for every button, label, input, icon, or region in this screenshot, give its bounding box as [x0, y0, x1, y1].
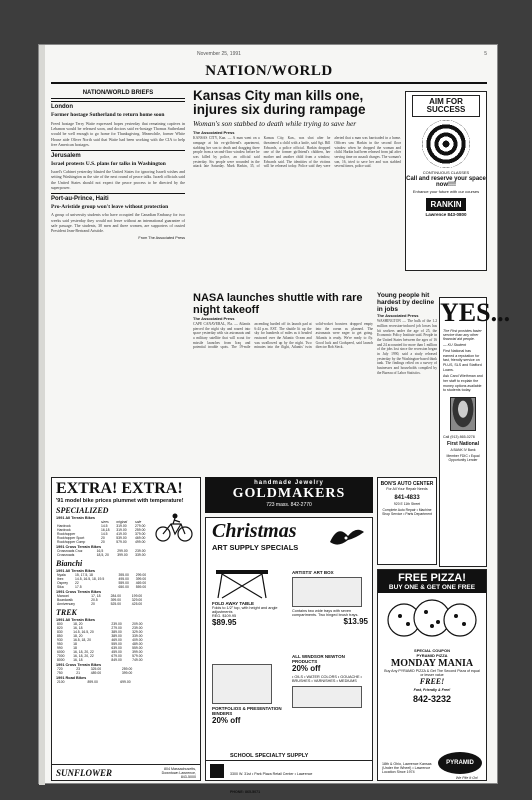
art-item-reg-price: REG. $109.95 [212, 614, 237, 618]
bike-table-cell: Hardrock [57, 524, 71, 528]
bike-table-cell: 459.00 [111, 650, 122, 654]
bike-table-cell: 329.00 [131, 598, 143, 602]
auto-ad-phone: 841-4833 [394, 495, 420, 501]
pizza-offer: Buy Any PYRAMID PIZZA & Get The Second Pizza of equal or lesser value [384, 669, 480, 677]
nasa-body: CAPE CANAVERAL, Fla. — Atlantis pierced the night sky and roared into space yesterday with six astronauts and a military satellite that will scout for missile launches from Iraq and potential trouble spots. The 19-mile ascending hurtled off its launch pad at 6:44 p.m. EST. The shuttle lit up the sky for hundreds of miles as it headed eastward over the Atlantic Ocean and was swallowed up by the night. Two minutes into the flight, Atlantis' twin solid-rocket boosters dropped empty into the ocean as planned. The astronauts were eager to get going. Atlantis is ready. We're ready to fly. Good luck and Godspeed, said launch director Bob Sieck. [193, 322, 373, 350]
bike-table-cell: 399.00 [132, 650, 143, 654]
goldmakers-tagline: handmade Jewelry [254, 480, 324, 486]
bank-ad-sub: A BANK IV Bank [450, 447, 476, 452]
bike-table-cell: 469.00 [135, 581, 147, 585]
pizza-coupon-label: SPECIAL COUPON [414, 648, 450, 653]
art-ad-title: Christmas [212, 520, 297, 542]
bike-price-table [56, 520, 152, 544]
auto-ad-sub: For All Your Repair Needs [386, 487, 428, 491]
pizza-tagline: We Pile It On! [455, 776, 478, 780]
brief-headline: Israel protests U.S. plans for talks in Washington [51, 160, 166, 167]
bike-table-cell: 18, 20 [73, 634, 83, 638]
bike-table-cell: 279.00 [135, 524, 146, 528]
school-phone: PHONE: 865-5071 [230, 789, 261, 794]
bike-table-cell: 17.5 [75, 585, 82, 589]
sunflower-address-line: Downtown Lawrence, [161, 770, 196, 775]
brand-bianchi: Bianchi [56, 559, 83, 568]
bike-table-cell: original [116, 520, 128, 524]
bike-table-row [56, 553, 152, 557]
bike-table-cell: 419.00 [116, 532, 127, 536]
sunflower-phone: 843-5000 [180, 774, 196, 779]
folio-page-number: 5 [484, 51, 487, 57]
portrait-photo [450, 397, 476, 431]
bike-table-cell: Ibex [57, 577, 64, 581]
bike-table-cell: 16, 18 [73, 626, 83, 630]
bike-table-cell: Boardwalk [57, 598, 73, 602]
art-item-discount: 20% off [292, 664, 321, 673]
bike-price-table [56, 549, 152, 557]
bike-table-cell: 15, 17.5, 18 [75, 573, 93, 577]
pizza-event: MONDAY MANIA [390, 658, 474, 669]
pizza-free: FREE! [419, 677, 445, 686]
holly-icon [326, 522, 366, 548]
jobs-body: WASHINGTON — The bulk of the 1.2 million recession-induced job losses has hit workers under the age of 25, the Economic Policy Institute said. People in the United States between the ages of 16 and 24 accounted for more than 1 million of the jobs lost since the recession began in July 1990, said a study released yesterday by the Washington-based think tank. The findings relied on a survey of businesses and households compiled by the Bureau of Labor Statistics. [377, 319, 437, 375]
first-national-ad[interactable] [439, 297, 511, 567]
lead-body: KANSAS CITY, Kan. — A man went on a rampage at his ex-girlfriend's apartment, stabbing her son to death and dragging three people from a second-floor window before he was killed by police, an official said yesterday. Six people were wounded in the attack late Saturday. Mark Harkin, 35, of Kansas City, Kan., was shot after he threatened a child with a knife, said Sgt. Bill Edwards, a police official. Harkin dropped one of the former girlfriend's children, her mother and another child from a window, Edwards said. The identities of the victims will be released today. Police said they were alerted that a man was barricaded in a home. Officers saw Harkin in the second floor window when he dropped the woman and child. Harkin had been released from jail after serving time on assault charges. The woman's son, 16, tried to save her and was stabbed several times, police said. [193, 136, 401, 169]
bike-table-cell: 20.5 [91, 598, 98, 602]
bike-table-cell: 820 [57, 626, 63, 630]
art-item-discount: 20% off [212, 716, 241, 725]
bike-table-cell: sale [135, 520, 142, 524]
bike-ad-subhead: '91 model bike prices plummet with temperature! [56, 498, 184, 504]
bike-table-cell: 425.00 [131, 602, 143, 606]
bike-table-cell: Crossroads Cruz [57, 549, 83, 553]
bike-table-cell: 849.00 [111, 658, 122, 662]
pizza-address: 18th & Ohio, Lawrence Kansas (Under the Wheel) • Lawrence Location Since 1974 [382, 762, 432, 774]
folio [197, 51, 487, 57]
sunflower-address-line: 804 Massachusetts, [164, 766, 196, 771]
bike-table-cell: 259.00 [135, 528, 146, 532]
art-supply-ad[interactable] [205, 517, 373, 794]
bike-table-cell: 389.00 [111, 630, 122, 634]
cyclist-icon [154, 512, 194, 542]
bank-ad-text: First National has earned a reputation for fast, friendly service on PLUS, SLS and Stafford Loans. [443, 349, 482, 372]
bike-table-cell: 20 [100, 540, 105, 544]
lead-headline: Kansas City man kills one, injures six during rampage [193, 88, 366, 118]
brief-body: A group of university students who have occupied the Canadian Embassy for two weeks said yesterday they would not leave without an international guarantee of safe passage. The students, 30 men and three women, are supporters of ousted President Jean-Bertrand Aristide. [51, 212, 185, 234]
portfolio-image [212, 664, 272, 704]
paint-tubes-image [292, 686, 362, 708]
school-address: 3300 W. 31st • Park Plaza Retail Center • Lawrence [230, 771, 313, 776]
bike-table-cell: Rockhopper Sport [57, 536, 85, 540]
brand-trek: TREK [56, 608, 77, 617]
bike-table-cell: 850 [57, 634, 63, 638]
bike-table-cell: 319.00 [116, 528, 127, 532]
jobs-byline: The Associated Press [377, 313, 419, 319]
bike-table-cell: 559.00 [135, 585, 147, 589]
bike-table-cell: 14.5, 16.5, 20 [73, 630, 94, 634]
bike-table-cell: 579.00 [116, 540, 127, 544]
bike-ad-headline: EXTRA! EXTRA! [56, 480, 183, 497]
bike-table-cell: 319.00 [116, 524, 127, 528]
bike-table-cell: 749.00 [132, 658, 143, 662]
nasa-headline: NASA launches shuttle with rare night takeoff [193, 292, 363, 316]
school-supply-footer [206, 752, 372, 794]
bike-table-cell: 259.00 [121, 667, 133, 671]
bike-table-cell: 409.00 [132, 638, 143, 642]
bike-table-cell: 539.00 [116, 536, 127, 540]
bike-table-cell: 750 [57, 671, 63, 675]
bike-table-cell: 16, 18, 20, 22 [73, 654, 94, 658]
jobs-headline: Young people hit hardest by decline in jobs [377, 292, 435, 313]
newspaper-page [38, 44, 511, 794]
bike-table-cell: 699.00 [120, 680, 131, 684]
aim-ad-text: Enhance your future with our courses [412, 189, 480, 194]
goldmakers-ad[interactable] [205, 477, 373, 513]
bike-table-cell: 559.00 [132, 646, 143, 650]
first-national-logo: First National [447, 440, 479, 447]
bike-table-cell: 389.00 [111, 634, 122, 638]
bike-table-cell: 23 [76, 667, 81, 671]
goldmakers-address: 723 mass. 842-2770 [266, 502, 312, 508]
bike-price-table [56, 573, 152, 589]
art-item-price: $13.95 [343, 617, 368, 626]
bike-price-table [56, 594, 152, 606]
bike-table-cell: 16, 18, 20, 22 [73, 650, 94, 654]
bike-table-cell: 399.00 [117, 553, 128, 557]
aim-ad-block [405, 91, 487, 271]
brand-specialized: SPECIALIZED [56, 506, 109, 515]
bike-table-cell: Hardrock [57, 528, 71, 532]
pizza-phone: 842-3232 [412, 694, 452, 704]
bike-table-cell: 7000 [57, 654, 65, 658]
bike-table-cell: 16,5 [96, 549, 104, 553]
jobs-story [377, 293, 437, 473]
brief-item [51, 150, 185, 191]
school-name: SCHOOL SPECIALTY SUPPLY [230, 752, 309, 759]
bike-table-cell: 899.00 [87, 680, 98, 684]
bike-table-cell: sizes [100, 520, 109, 524]
aim-ad-title: AIM FOR SUCCESS [412, 95, 480, 117]
bike-table-cell: 239.00 [135, 549, 146, 553]
bank-ad-fdic: Member FDIC • Equal Opportunity Lender [446, 453, 480, 462]
bike-table-cell: 489.00 [90, 671, 102, 675]
bike-table-cell: 579.00 [132, 654, 143, 658]
briefs-column [51, 89, 185, 473]
bike-table-cell: 209.00 [132, 622, 143, 626]
bike-price-table [56, 622, 152, 662]
bike-table-cell: 20 [100, 536, 105, 540]
art-item-table [212, 566, 282, 627]
auto-ad-title: BON'S AUTO CENTER [380, 481, 434, 487]
pyramid-pizza-ad[interactable] [377, 569, 487, 781]
bike-table-cell: 650.00 [118, 585, 129, 589]
art-item-portfolio [212, 662, 284, 725]
page-binding-edge [39, 45, 45, 785]
bike-table-cell: 239.00 [132, 626, 143, 630]
section-title: NATION/WORLD [51, 63, 487, 84]
bike-table-cell: 399.00 [135, 577, 147, 581]
pizza-coupon-brand: PYRAMID PIZZA [416, 653, 448, 658]
auto-ad-services: Complete Auto Repair • Machine Shop Service • Parts Department [382, 508, 432, 516]
bike-table-row [56, 680, 152, 684]
bike-table-cell: 299.00 [135, 573, 147, 577]
bike-table-cell: 299.00 [117, 549, 128, 553]
brief-dateline: London [51, 101, 185, 111]
school-info [230, 744, 312, 798]
brief-dateline: Port-au-Prince, Haiti [51, 193, 185, 203]
lead-byline: The Associated Press [193, 130, 235, 136]
bike-table-cell: 18, 20 [73, 622, 83, 626]
target-icon [422, 120, 470, 168]
bike-table-cell: 329.00 [132, 630, 143, 634]
bike-table-cell: 830 [57, 630, 63, 634]
art-item-box [292, 570, 368, 626]
brief-headline: Former hostage Sutherland to return home soon [51, 112, 165, 119]
nasa-byline: The Associated Press [193, 316, 235, 322]
bank-ad-quote-author: — KU Student [443, 343, 466, 347]
bike-table-cell: 489.00 [132, 642, 143, 646]
bike-table-cell: 279.00 [111, 626, 122, 630]
bike-table-cell: 559.00 [111, 642, 122, 646]
bike-table-cell: 395.00 [118, 573, 129, 577]
bike-table-cell: Sika [57, 585, 64, 589]
bike-table-cell: 17, 18 [91, 594, 101, 598]
bike-sale-ad[interactable] [51, 477, 201, 781]
bike-group-heading: 1991 Road Bikes [56, 676, 87, 680]
auto-ad-address: 920 E 11th Street [393, 502, 421, 506]
bike-table-cell: 199.00 [131, 594, 143, 598]
table-icon [212, 566, 272, 600]
art-item-price: $89.95 [212, 618, 237, 627]
bike-table-cell: 525.00 [110, 602, 121, 606]
folio-date: November 25, 1991 [197, 51, 241, 57]
bike-table-cell: 990 [57, 646, 63, 650]
bike-table-cell: 930 [57, 638, 63, 642]
bike-table-cell: 950 [57, 642, 63, 646]
bike-table-cell: 21 [76, 671, 81, 675]
bank-ad-phone: Call (913) 865-0278 [443, 435, 475, 440]
art-item-text: Contains two wide trays with seven compartments. Two hinged brush trays. [292, 609, 359, 617]
art-item-title: ARTISTS' ART BOX [292, 570, 334, 575]
art-item-windsor [292, 654, 368, 711]
bike-table-cell: 399.00 [121, 671, 133, 675]
sunflower-logo: SUNFLOWER [56, 767, 113, 778]
art-item-title: PORTFOLIOS & PRESENTATION BINDERS [212, 706, 282, 716]
bike-table-cell: 325.00 [90, 667, 102, 671]
pizza-subhead: BUY ONE & GET ONE FREE [378, 584, 486, 593]
bike-table-cell: 2100 [57, 680, 65, 684]
pizza-slogan: Fast, Friendly & Free! [413, 688, 451, 692]
bike-table-cell: 18 [73, 642, 77, 646]
bike-group-heading: 1991 All Terrain Bikes [56, 618, 96, 622]
pyramid-logo: PYRAMID [438, 752, 482, 774]
aim-ad-phone: Lawrence 843-0800 [425, 212, 467, 217]
pizza-cartoon-icon [382, 596, 482, 640]
bike-group-heading: 1991 Cross Terrain Bikes [56, 545, 102, 549]
bike-table-cell: 339.00 [132, 634, 143, 638]
bike-table-cell: 22 [75, 581, 79, 585]
nasa-story [193, 293, 373, 473]
sunflower-address [162, 767, 196, 779]
bike-table-cell: 16.5, 18, 20 [73, 638, 91, 642]
bike-table-cell: 16,18 [100, 528, 110, 532]
bike-table-cell: 6000 [57, 650, 65, 654]
rankin-logo: RANKIN [426, 198, 466, 211]
art-box-image [292, 577, 362, 607]
bike-table-cell: Osprey [57, 581, 68, 585]
bike-group-heading: 1991 All Terrain Bikes [56, 569, 96, 573]
bike-table-cell: 239.00 [111, 622, 122, 626]
bike-table-cell: 720 [57, 667, 63, 671]
brief-body: Freed hostage Terry Waite expressed hopes yesterday that remaining captives in Lebanon would be released soon, and doctors said ex-hostage Thomas Sutherland would be well enough to go home for Thanksgiving. Meanwhile, former White House aide Oliver North said that Waite had been working with the CIA to help free American hostages. [51, 120, 185, 148]
art-item-text: Folds to 1/2" top, with height and angle adjustments [212, 606, 278, 614]
briefs-credit: From The Associated Press [138, 235, 185, 240]
bike-table-cell: 499.00 [135, 540, 146, 544]
bike-table-cell: 18,5, 20 [96, 553, 109, 557]
bike-table-cell: 14.5 [100, 532, 108, 536]
auto-center-ad[interactable] [377, 477, 437, 565]
bike-price-table [56, 680, 152, 684]
brief-body: Israel's Cabinet yesterday blasted the United States for ignoring Israeli wishes and setting Washington as the site of the next round of peace talks. Israeli officials said the United States should not expect the peace process to be directed by the superpower. [51, 169, 185, 191]
school-logo-icon [210, 764, 224, 778]
bike-group-heading: 1991 Cross Terrain Bikes [56, 663, 102, 667]
sunflower-footer [52, 764, 200, 780]
bike-price-table [56, 667, 152, 675]
briefs-heading: NATION/WORLD BRIEFS [51, 89, 185, 99]
bike-table-cell: Marconi [57, 594, 70, 598]
bike-table-cell: Anniversary [57, 602, 75, 606]
bike-table-row [56, 540, 152, 544]
bike-table-cell: Rockhopper [57, 532, 76, 536]
brief-item [51, 193, 185, 234]
bike-table-cell: 16, 18 [73, 658, 83, 662]
yes-heading: YES... [440, 298, 511, 327]
brief-headline: Pro-Aristide group won't leave without protection [51, 203, 169, 210]
bike-table-cell: 469.00 [135, 536, 146, 540]
bike-table-cell: 639.00 [111, 646, 122, 650]
aim-ad-call: Call and reserve your space now!!!! [406, 176, 486, 188]
art-ad-subtitle: ART SUPPLY SPECIALS [212, 543, 299, 552]
bank-ad-text: Ask Carol Wiethman and her staff to explain the money options available to students today. [443, 374, 483, 393]
aim-for-success-ad[interactable] [405, 91, 487, 271]
bike-table-cell: 18 [73, 646, 77, 650]
bike-table-cell: 559.00 [118, 581, 129, 585]
bike-table-cell: 284.00 [110, 594, 121, 598]
bike-table-cell: 379.00 [135, 532, 146, 536]
bike-table-cell: 14.5, 16.5, 18, 19.5 [75, 577, 105, 581]
bike-table-cell: Rockhopper Comp [57, 540, 86, 544]
bike-table-cell: 8000 [57, 658, 65, 662]
bike-table-cell: 339.00 [135, 553, 146, 557]
aim-ad-classes: CONTINUOUS CLASSES [422, 170, 470, 175]
bike-table-cell: Nyala [57, 573, 66, 577]
bike-table-cell: 469.00 [111, 638, 122, 642]
goldmakers-name: GOLDMAKERS [232, 486, 346, 501]
bike-group-heading: 1991 All Terrain Bikes [56, 516, 96, 520]
bike-table-cell: 20 [91, 602, 95, 606]
brief-dateline: Jerusalem [51, 150, 185, 160]
bike-table-cell: 495.00 [118, 577, 129, 581]
bike-table-cell: 679.00 [111, 654, 122, 658]
bike-table-cell: 14.5 [100, 524, 108, 528]
bank-ad-quote: The First provides faster service than any other financial aid people. [443, 329, 482, 341]
bike-table-cell: Crossroads [57, 553, 75, 557]
pizza-headline: FREE PIZZA! [378, 570, 486, 584]
bike-group-heading: 1991 Cross Terrain Bikes [56, 590, 102, 594]
art-item-title: ALL WINDSOR NEWTON PRODUCTS [292, 654, 345, 664]
art-item-title: FOLD AWAY TABLE [212, 601, 255, 606]
bike-table-cell: 800 [57, 622, 63, 626]
art-item-list: • OILS • WATER COLORS • GOUACHE • BRUSHES • VARNISHES • MEDIUMS [292, 675, 362, 683]
lead-deck: Woman's son stabbed to death while trying to save her [193, 119, 357, 129]
brief-item [51, 101, 185, 147]
bike-table-cell: 399.00 [110, 598, 121, 602]
